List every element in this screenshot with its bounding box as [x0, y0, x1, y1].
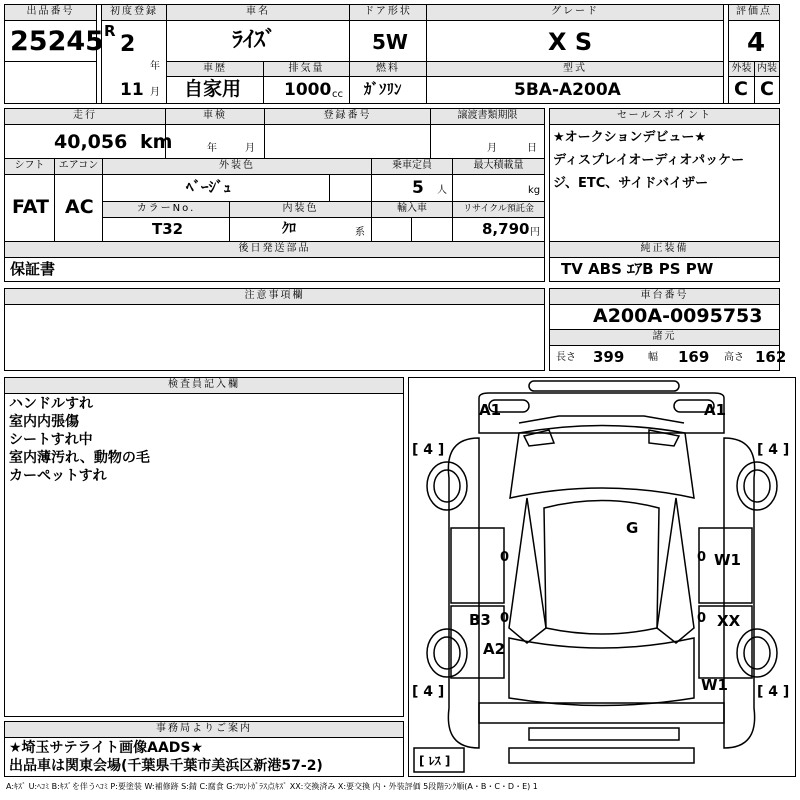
- int-color-label: 内装色: [229, 201, 372, 218]
- shift: FAT: [12, 196, 49, 218]
- displacement: 1000: [284, 80, 332, 100]
- zero-right: 0: [697, 550, 707, 565]
- lot-blank-cell: [4, 61, 97, 104]
- inspection-label: 車検: [165, 108, 265, 125]
- history: 自家用: [184, 78, 242, 100]
- later-parts: 保証書: [10, 260, 56, 278]
- capacity-unit: 人: [437, 185, 447, 196]
- length: 399: [593, 348, 625, 366]
- exterior-grade: C: [734, 78, 748, 100]
- sales-point-label: セールスポイント: [549, 108, 780, 125]
- grade: X S: [548, 28, 593, 56]
- exterior-label: 外装: [728, 61, 755, 77]
- tire-fr: [ 4 ]: [757, 442, 790, 458]
- inspection-year-unit: 年: [207, 143, 217, 154]
- dims-cell: [549, 345, 780, 371]
- reg-year: 2: [120, 32, 136, 57]
- ac: AC: [65, 196, 94, 218]
- inspector-line: シートすれ中: [9, 432, 93, 448]
- later-parts-cell: [4, 257, 545, 282]
- capacity-label: 乗車定員: [371, 158, 453, 175]
- interior-label: 内装: [754, 61, 780, 77]
- inspector-line: ハンドルすれ: [9, 396, 93, 412]
- width: 169: [678, 348, 710, 366]
- office-line: 出品車は関東会場(千葉県千葉市美浜区新港57-2): [9, 758, 323, 774]
- model-name: ﾗｲｽﾞ: [232, 28, 277, 53]
- model-name-label: 車名: [166, 4, 350, 21]
- inspector-line: 室内薄汚れ、動物の毛: [9, 450, 150, 466]
- chassis-number: A200A-0095753: [593, 305, 763, 327]
- office-line: ★埼玉サテライト画像AADS★: [9, 740, 204, 756]
- recycle-label: リサイクル預託金: [452, 201, 545, 218]
- length-label: 長さ: [556, 352, 576, 363]
- mark-a2: A2: [483, 640, 506, 658]
- dims-label: 諸元: [549, 329, 780, 346]
- import-cell-2: [411, 217, 453, 242]
- office-label: 事務局よりご案内: [4, 721, 404, 738]
- chassis-label: 車台番号: [549, 288, 780, 305]
- color-no-label: カラーNo.: [102, 201, 230, 218]
- transfer-month-unit: 月: [487, 143, 497, 154]
- width-label: 幅: [648, 352, 658, 363]
- inspection-month-unit: 月: [245, 143, 255, 154]
- fuel-label: 燃料: [349, 61, 427, 77]
- sales-point-line: ディスプレイオーディオパッケー: [553, 153, 745, 168]
- int-color-unit: 系: [355, 227, 365, 238]
- import-cell: [371, 217, 412, 242]
- mark-w1-lower: W1: [701, 676, 728, 694]
- displacement-label: 排気量: [263, 61, 350, 77]
- score: 4: [747, 28, 766, 58]
- equipment-label: 純正装備: [549, 241, 780, 258]
- damage-diagram: [408, 377, 796, 777]
- inspector-line: カーペットすれ: [9, 468, 107, 484]
- mark-b3: B3: [469, 611, 491, 629]
- zero-right-2: 0: [697, 611, 707, 626]
- legend: A:ｷｽﾞ U:ﾍｺﾐ B:ｷｽﾞを伴うﾍｺﾐ P:要塗装 W:補修跡 S:錆 C:腐食 G:ﾌﾛﾝﾄｶﾞﾗｽ点ｷｽﾞ XX:交換済み X:要交換 内・外装評価 5段階ﾗﾝｸ順(A・B・C・D・E) 1: [6, 782, 538, 791]
- first-reg-label: 初度登録: [101, 4, 167, 21]
- mileage-unit: km: [140, 131, 173, 153]
- int-color-cell: [229, 217, 372, 242]
- sales-point-line: ★オークションデビュー★: [553, 130, 707, 145]
- interior-grade: C: [760, 78, 774, 100]
- transfer-label: 譲渡書類期限: [430, 108, 545, 125]
- sales-point-line: ジ、ETC、サイドバイザー: [553, 176, 709, 191]
- model-type: 5BA-A200A: [514, 80, 621, 100]
- lot-label: 出品番号: [4, 4, 97, 21]
- capacity: 5: [412, 178, 424, 198]
- int-color: ｸﾛ: [282, 221, 296, 237]
- door-type: 5W: [372, 30, 408, 54]
- notes-cell: [4, 304, 545, 371]
- shift-label: シフト: [4, 158, 55, 175]
- mark-xx: XX: [717, 612, 741, 630]
- mark-a1-right: A1: [704, 401, 727, 419]
- reg-month: 11: [120, 80, 144, 100]
- tire-rr: [ 4 ]: [757, 684, 790, 700]
- score-label: 評価点: [728, 4, 780, 21]
- color-label: 外装色: [102, 158, 372, 175]
- load-label: 最大積載量: [452, 158, 545, 175]
- mileage: 40,056: [54, 131, 128, 153]
- ac-label: エアコン: [54, 158, 103, 175]
- mark-a1-left: A1: [479, 401, 502, 419]
- fuel: ｶﾞｿﾘﾝ: [364, 80, 402, 98]
- inspector-line: 室内内張傷: [9, 414, 79, 430]
- reg-year-unit: 年: [150, 61, 160, 72]
- color-cell-extra: [329, 174, 372, 202]
- zero-left-2: 0: [500, 611, 510, 626]
- equipment: TV ABS ｴｱB PS PW: [561, 260, 714, 278]
- height: 162: [755, 348, 787, 366]
- history-label: 車歴: [166, 61, 264, 77]
- transfer-day-unit: 日: [527, 143, 537, 154]
- body-color: ﾍﾞｰｼﾞｭ: [186, 178, 232, 196]
- door-label: ドア形状: [349, 4, 427, 21]
- inspector-label: 検査員記入欄: [4, 377, 404, 394]
- mileage-label: 走行: [4, 108, 166, 125]
- zero-left: 0: [500, 550, 510, 565]
- grade-label: グレード: [426, 4, 724, 21]
- load-unit: kg: [528, 185, 541, 196]
- spare-tire: [ ﾚｽ ]: [419, 754, 451, 768]
- reg-no-cell: [264, 124, 431, 159]
- reg-month-unit: 月: [150, 87, 160, 98]
- mark-w1-upper: W1: [714, 551, 741, 569]
- recycle-fee: 8,790: [482, 220, 530, 238]
- tire-rl: [ 4 ]: [412, 684, 445, 700]
- lot-number: 25245: [10, 26, 104, 57]
- car-outline: [409, 378, 795, 776]
- notes-label: 注意事項欄: [4, 288, 545, 305]
- height-label: 高さ: [724, 352, 744, 363]
- later-parts-label: 後日発送部品: [4, 241, 545, 258]
- tire-fl: [ 4 ]: [412, 442, 445, 458]
- type-label: 型式: [426, 61, 724, 77]
- mark-g: G: [626, 519, 639, 537]
- color-no: T32: [152, 220, 184, 238]
- era: R: [104, 22, 116, 40]
- reg-no-label: 登録番号: [264, 108, 431, 125]
- displacement-unit: cc: [332, 89, 343, 100]
- import-label: 輸入車: [371, 201, 453, 218]
- recycle-unit: 円: [530, 227, 540, 238]
